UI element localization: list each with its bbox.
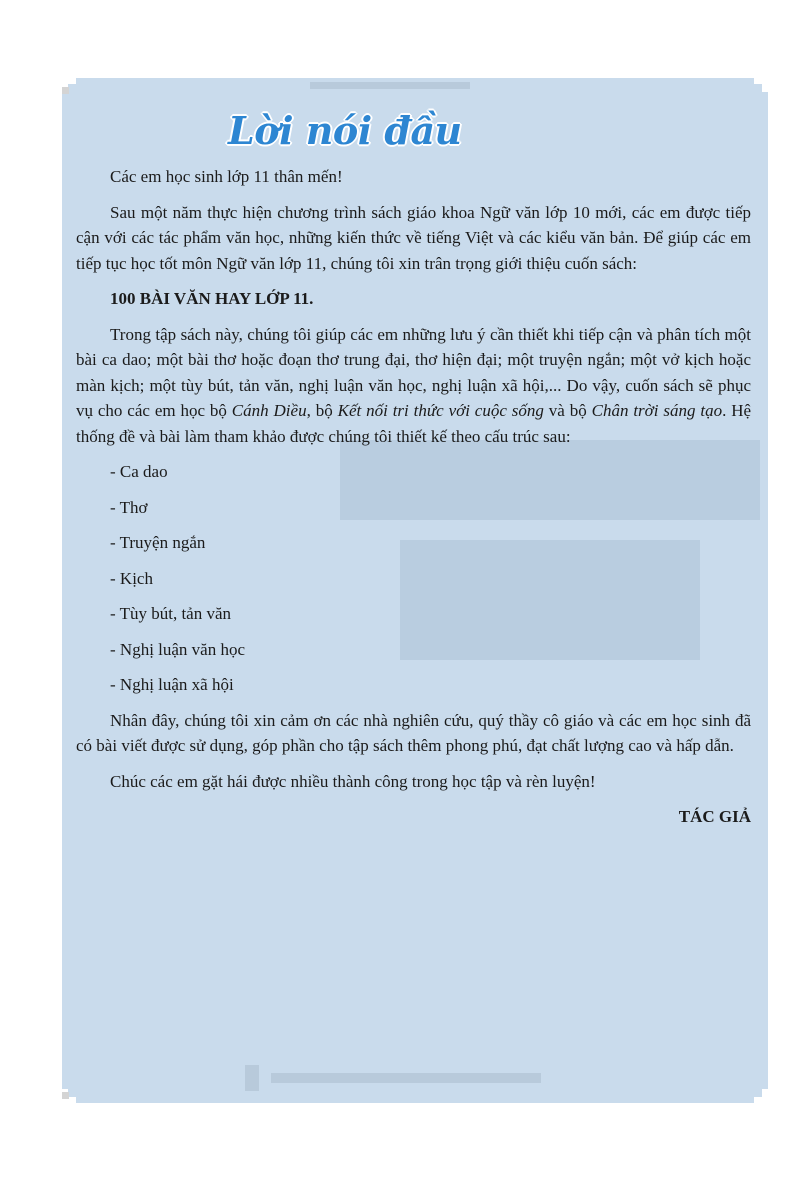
list-item: - Ca dao bbox=[110, 462, 168, 481]
greeting: Các em học sinh lớp 11 thân mến! bbox=[110, 167, 343, 186]
list-item: - Nghị luận văn học bbox=[110, 639, 246, 659]
description-text: và bộ bbox=[543, 401, 592, 420]
list-item: - Nghị luận xã hội bbox=[110, 675, 234, 694]
description-text: Trong tập sách này, chúng tôi giúp các em những lưu ý cần thiết khi tiếp cận và phân tích một bài ca dao; một bài thơ hoặc đoạn thơ trung đại, thơ hiện đại; một truyện ngắn; một vở kịch hoặc màn kịch; một tùy bút, tản văn, nghị luận văn học, nghị luận xã hội,... Do vậy, cuốn sách sẽ phục vụ cho các em học bộ bbox=[76, 324, 751, 420]
watermark-header bbox=[300, 79, 480, 91]
list-item: - Truyện ngắn bbox=[110, 533, 206, 552]
list-item: - Thơ bbox=[110, 497, 148, 517]
book-title: 100 BÀI VĂN HAY LỚP 11. bbox=[110, 289, 314, 308]
list-item: - Tùy bút, tản văn bbox=[110, 604, 232, 623]
page-title: Lời nói đầu bbox=[228, 108, 462, 153]
preface-body bbox=[76, 164, 751, 840]
series-name: Kết nối tri thức với cuộc sống bbox=[337, 401, 544, 420]
wishes-paragraph: Chúc các em gặt hái được nhiều thành công trong học tập và rèn luyện! bbox=[110, 771, 596, 791]
list-item: - Kịch bbox=[110, 568, 153, 588]
intro-paragraph: Sau một năm thực hiện chương trình sách giáo khoa Ngữ văn lớp 10 mới, các em được tiếp cận với các tác phẩm văn học, những kiến thức về tiếng Việt và các kiểu văn bản. Để giúp các em tiếp tục học tốt môn Ngữ văn lớp 11, chúng tôi xin trân trọng giới thiệu cuốn sách: bbox=[76, 202, 751, 273]
description-paragraph bbox=[76, 322, 751, 450]
watermark-publisher bbox=[245, 1063, 545, 1093]
series-name: Chân trời sáng tạo bbox=[591, 401, 723, 420]
thanks-paragraph: Nhân đây, chúng tôi xin cảm ơn các nhà nghiên cứu, quý thầy cô giáo và các em học sinh đã có bài viết được sử dụng, góp phần cho tập sách thêm phong phú, đạt chất lượng cao và hấp dẫn. bbox=[76, 710, 751, 755]
series-name: Cánh Diều bbox=[231, 401, 307, 420]
description-text: . Hệ thống đề và bài làm tham khảo được chúng tôi thiết kế theo cấu trúc sau: bbox=[76, 401, 752, 446]
author-signature: TÁC GIẢ bbox=[678, 807, 751, 826]
corner-mark bbox=[62, 1092, 69, 1099]
corner-mark bbox=[62, 87, 69, 94]
description-text: , bộ bbox=[306, 401, 338, 420]
